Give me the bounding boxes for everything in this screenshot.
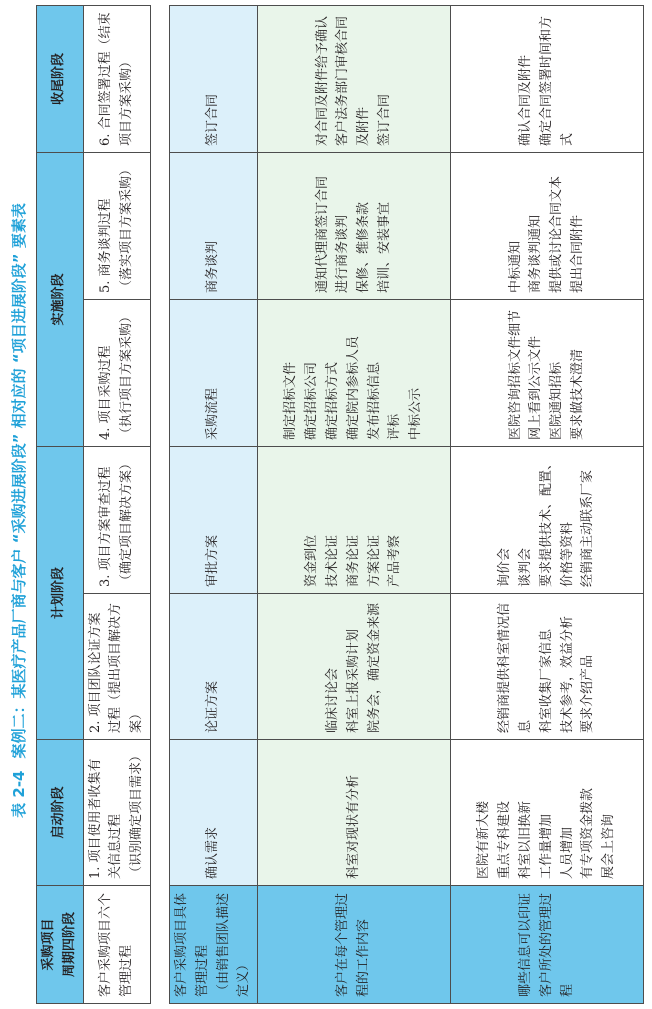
corner-text: 采购项目 周期四阶段 [41, 912, 77, 978]
detail-cell: 签订合同 [169, 6, 257, 153]
caption-title: 案例二：某医疗产品厂商与客户 “采购进展阶段” 相对应的 “项目进展阶段” 要素表 [9, 203, 28, 759]
detail-table [169, 5, 644, 1004]
detail-cell: 经销商提供科室情况信息 科室收集厂家信息 技术参考，效益分析 要求介绍产品 [451, 594, 644, 740]
stage-header-close: 收尾阶段 [37, 5, 84, 152]
caption-number: 表 2-4 [9, 770, 28, 818]
detail-cell: 临床讨论会 科室上报采购计划 院务会，确定资金来源 [258, 594, 451, 740]
detail-cell: 通知代理商签订合同 进行商务谈判 保修、维修条款 培训、安装事宜 [258, 153, 451, 300]
detail-cell: 资金到位 技术论证 商务论证 方案论证 产品考察 [258, 447, 451, 594]
step-cell: 2. 项目团队论证方案过程（提出项目解决方案） [83, 594, 150, 740]
detail-cell: 科室对现状有分析 [258, 740, 451, 886]
rotated-table-area [36, 6, 646, 1004]
detail-cell: 医院咨询招标文件细节 网上看到公示文件 医院通知招标 要求做技术澄清 [451, 300, 644, 447]
stage-header-plan: 计划阶段 [37, 446, 84, 739]
step-cell: 4. 项目采购过程 （执行项目方案采购） [83, 299, 150, 446]
detail-cell: 医院有新大楼 重点专科建设 科室以旧换新 工作量增加 人员增加 有专项资金拨款 展会上咨询 [451, 740, 644, 886]
stage-table [36, 5, 151, 1004]
detail-cell: 对合同及附件给予确认 客户法务部门审核合同及附件 签订合同 [258, 6, 451, 153]
detail-row-label: 客户采购项目具体管理过程 （由销售团队描述定义） [169, 886, 257, 1004]
process-row-label: 客户采购项目六个管理过程 [83, 886, 150, 1004]
detail-row-label: 哪些信息可以印证客户所处的管理过程 [451, 886, 644, 1004]
detail-cell: 中标通知 商务谈判通知 提供或讨论合同文本 提出合同附件 [451, 153, 644, 300]
step-cell: 1. 项目使用者收集有关信息过程 （识别确定项目需求） [83, 740, 150, 886]
detail-cell: 确认需求 [169, 740, 257, 886]
detail-cell: 审批方案 [169, 447, 257, 594]
detail-cell: 论证方案 [169, 594, 257, 740]
detail-cell: 询价会 谈判会 要求提供技术、配置、价格等资料 经销商主动联系厂家 [451, 447, 644, 594]
detail-row-label: 客户在每个管理过程的工作内容 [258, 886, 451, 1004]
corner-header [37, 886, 84, 1004]
table-caption [0, 0, 36, 1009]
detail-cell: 商务谈判 [169, 153, 257, 300]
step-cell: 6. 合同签署过程（结束项目方案采购） [83, 5, 150, 152]
step-cell: 3. 项目方案审查过程 （确定项目解决方案） [83, 446, 150, 593]
detail-cell: 确认合同及附件 确定合同签署时间和方式 [451, 6, 644, 153]
detail-cell: 制定招标文件 确定招标公司 确定招标方式 确定院内参标人员 发布招标信息 评标 中标公示 [258, 300, 451, 447]
step-cell: 5. 商务谈判过程 （落实项目方案采购） [83, 152, 150, 299]
stage-header-execute: 实施阶段 [37, 152, 84, 446]
stage-header-start: 启动阶段 [37, 740, 84, 886]
detail-cell: 采购流程 [169, 300, 257, 447]
